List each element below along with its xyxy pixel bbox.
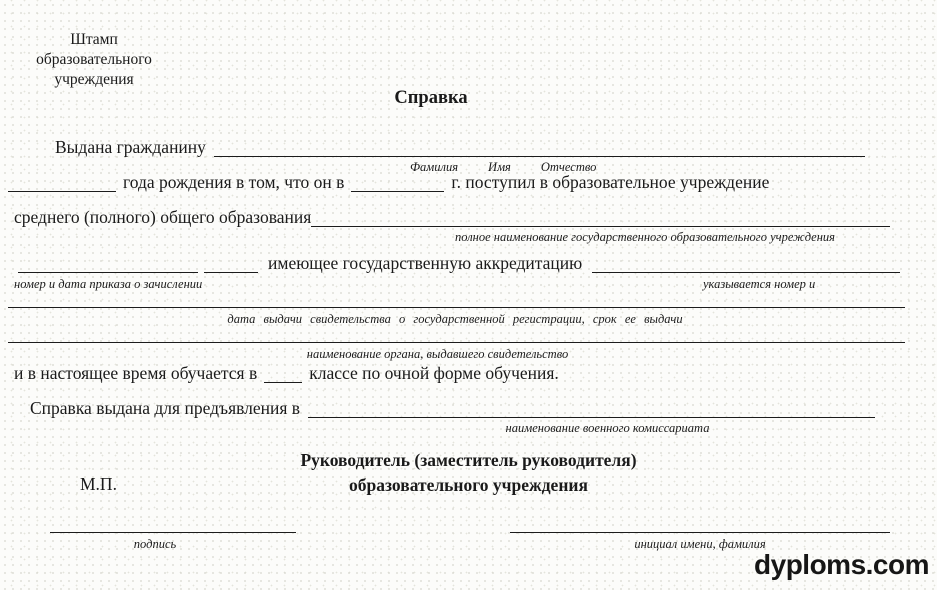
sublabel-name-initials: инициал имени, фамилия xyxy=(634,537,766,551)
birth-year-text: года рождения в том, что он в xyxy=(123,172,345,192)
issued-to-text: Выдана гражданину xyxy=(55,137,206,157)
sublabel-number-indicated: указывается номер и xyxy=(703,277,816,291)
fill-blank-grade-number xyxy=(264,363,302,383)
stamp-line-3: учреждения xyxy=(54,71,134,88)
line-current-grade xyxy=(14,363,559,383)
sublabel-signature: подпись xyxy=(133,537,177,551)
name-initials-line xyxy=(510,532,890,533)
institution-stamp-block xyxy=(14,30,174,90)
line-year-of-birth xyxy=(8,172,905,192)
sublabel-first-name: Имя xyxy=(488,160,511,174)
signature-heading xyxy=(0,448,937,498)
fill-blank-full-name xyxy=(214,137,865,157)
fill-blank-issuing-authority xyxy=(8,342,905,343)
sublabel-military-commissariat: наименование военного комиссариата xyxy=(505,421,710,435)
seal-placeholder: М.П. xyxy=(80,474,117,494)
sublabel-registration-certificate: дата выдачи свидетельства о государственной регистрации, срок ее выдачи xyxy=(227,312,683,326)
signature-line xyxy=(50,532,296,533)
fill-blank-accreditation-number xyxy=(592,253,900,273)
fill-blank-enroll-year xyxy=(351,172,444,192)
presented-to-text: Справка выдана для предъявления в xyxy=(30,398,301,418)
fill-blank-military-commissariat xyxy=(308,398,875,418)
document-title: Справка xyxy=(394,88,468,108)
sublabel-institution-full-name: полное наименование государственного образовательного учреждения xyxy=(455,230,835,244)
sublabel-surname: Фамилия xyxy=(410,160,459,174)
sublabel-issuing-authority: наименование органа, выдавшего свидетельство xyxy=(306,347,569,361)
fill-blank-registration-certificate xyxy=(8,307,905,308)
current-grade-text-1: и в настоящее время обучается в xyxy=(14,363,258,383)
enrolled-text: г. поступил в образовательное учреждение xyxy=(451,172,770,192)
fill-blank-birth-year xyxy=(8,172,116,192)
line-education-type xyxy=(14,207,890,227)
current-grade-text-2: классе по очной форме обучения. xyxy=(309,363,559,383)
fill-blank-order-date xyxy=(204,253,258,273)
site-watermark: dyploms.com xyxy=(754,549,929,580)
education-type-text: среднего (полного) общего образования xyxy=(14,207,312,227)
line-issued-to xyxy=(8,137,865,157)
fill-blank-institution-name xyxy=(311,207,890,227)
line-presented-to xyxy=(30,398,875,418)
stamp-line-1: Штамп xyxy=(70,31,118,48)
fill-blank-order-number xyxy=(18,253,198,273)
signature-heading-line-1: Руководитель (заместитель руководителя) xyxy=(300,450,637,470)
line-accreditation xyxy=(18,253,900,273)
sublabel-patronymic: Отчество xyxy=(540,160,597,174)
sublabel-enrollment-order: номер и дата приказа о зачислении xyxy=(14,277,203,291)
stamp-line-2: образовательного xyxy=(36,51,152,68)
signature-heading-line-2: образовательного учреждения xyxy=(349,475,588,495)
accreditation-text: имеющее государственную аккредитацию xyxy=(268,253,583,273)
